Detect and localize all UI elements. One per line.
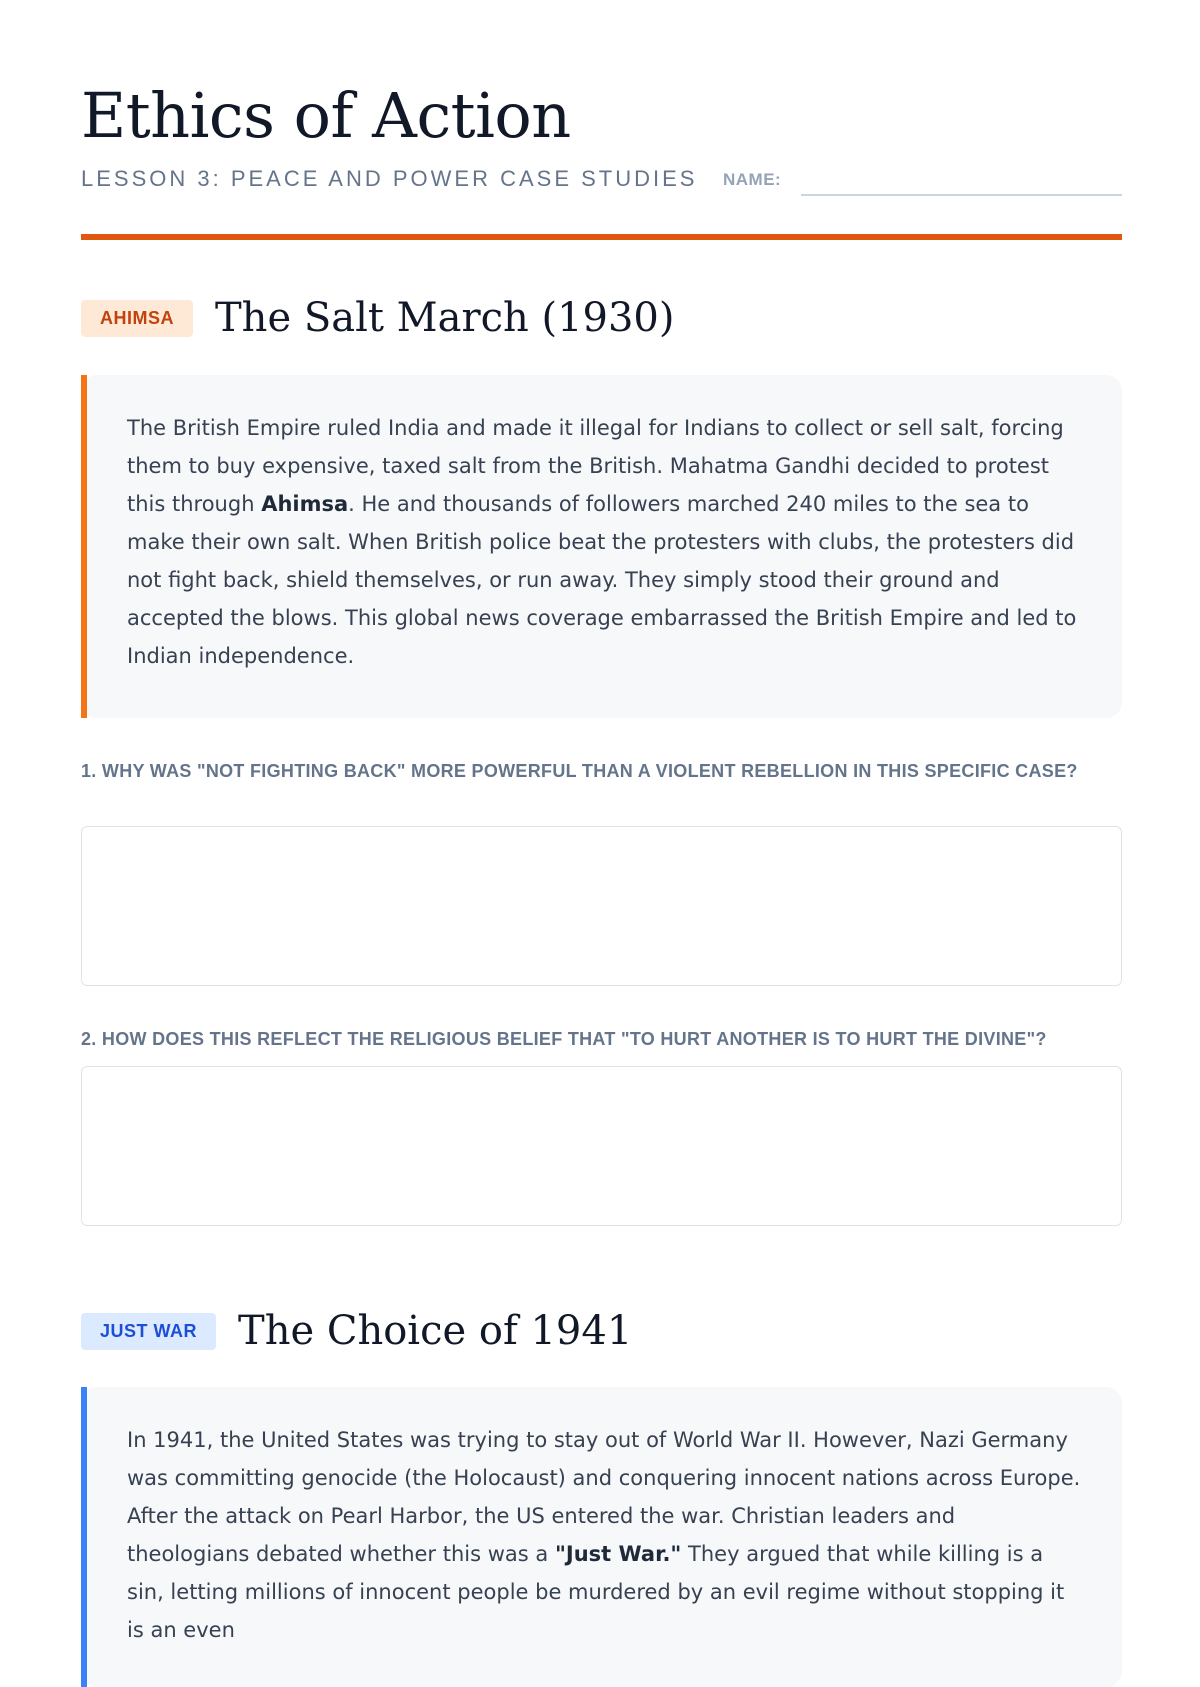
card-accent-bar — [81, 1387, 87, 1687]
answer-box[interactable] — [81, 1066, 1122, 1226]
case-study-text — [127, 1421, 1082, 1649]
case-text-part: In 1941, the United States was trying to stay out of World War II. However, Nazi Germany was committing genocide (the Holocaust) and conquering innocent nations across Europe. After the attack on Pearl Harbor, the US entered the war. Christian leaders and theologians debated whether this was a — [127, 1428, 1081, 1566]
section-title: The Choice of 1941 — [238, 1308, 633, 1354]
case-study-text — [127, 409, 1082, 675]
page-title: Ethics of Action — [81, 79, 571, 152]
case-text-highlight: Ahimsa — [261, 492, 349, 516]
just-war-tag: JUST WAR — [81, 1313, 216, 1350]
card-accent-bar — [81, 375, 87, 718]
question-label: 1. WHY WAS "NOT FIGHTING BACK" MORE POWERFUL THAN A VIOLENT REBELLION IN THIS SPECIFIC CASE? — [81, 761, 1078, 781]
answer-box[interactable] — [81, 826, 1122, 986]
section-heading-choice-1941 — [81, 1303, 632, 1359]
ahimsa-tag: AHIMSA — [81, 300, 193, 337]
name-field[interactable] — [801, 168, 1122, 196]
case-text-part: . He and thousands of followers marched 240 miles to the sea to make their own salt. When British police beat the protesters with clubs, the protesters did not fight back, shield themselves, or run away. They simply stood their ground and accepted the blows. This global news coverage embarrassed the British Empire and led to Indian independence. — [127, 492, 1077, 668]
section-title: The Salt March (1930) — [215, 295, 675, 341]
case-study-card — [81, 1387, 1122, 1687]
case-text-part: The British Empire ruled India and made it illegal for Indians to collect or sell salt, forcing them to buy expensive, taxed salt from the British. Mahatma Gandhi decided to protest this through — [127, 416, 1064, 516]
section-heading-salt-march — [81, 290, 674, 346]
case-text-highlight: "Just War." — [554, 1542, 682, 1566]
question-label: 2. HOW DOES THIS REFLECT THE RELIGIOUS BELIEF THAT "TO HURT ANOTHER IS TO HURT THE DIVINE"? — [81, 1029, 1047, 1049]
worksheet-header — [81, 76, 1122, 191]
case-study-card — [81, 375, 1122, 718]
case-text-part: They argued that while killing is a sin, letting millions of innocent people be murdered by an evil regime without stopping it is an even — [127, 1542, 1065, 1642]
header-divider — [81, 234, 1122, 240]
name-label: NAME: — [723, 170, 782, 189]
subheader-row — [81, 162, 1122, 202]
lesson-subtitle: LESSON 3: PEACE AND POWER CASE STUDIES — [81, 166, 698, 191]
